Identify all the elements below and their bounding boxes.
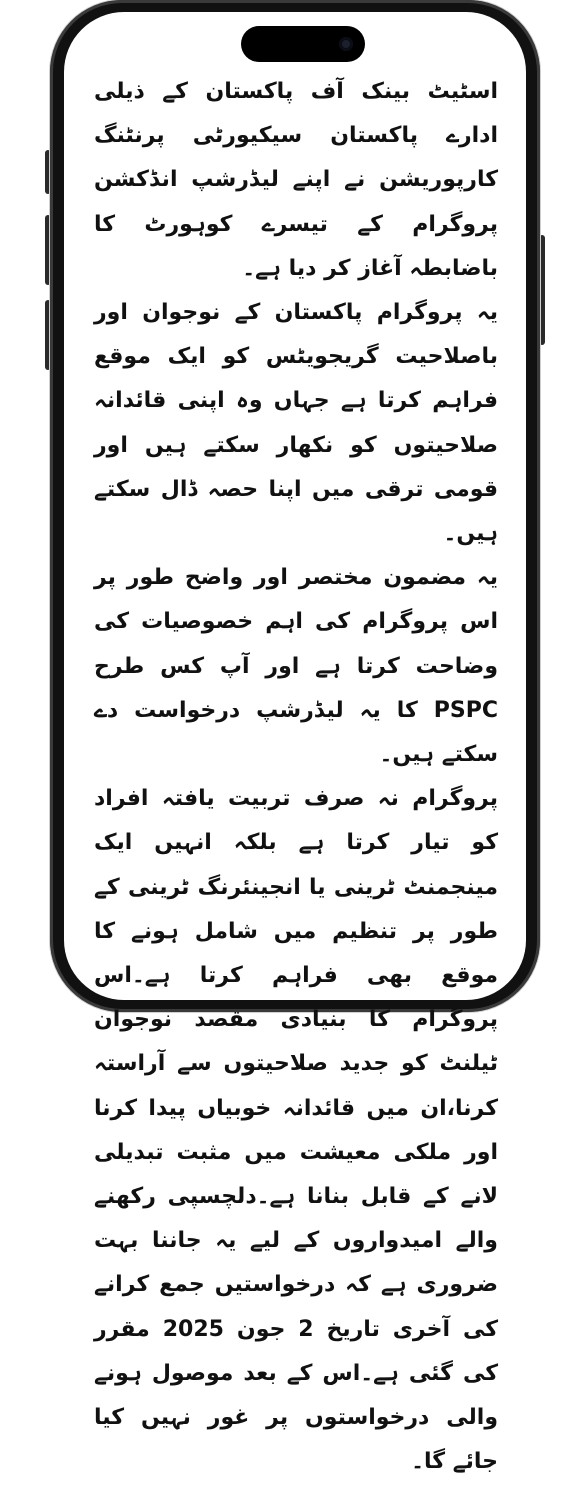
phone-screen[interactable]	[64, 12, 526, 1475]
dynamic-island	[241, 26, 365, 62]
article-body	[94, 70, 498, 1485]
article-paragraph-details: پروگرام نہ صرف تربیت یافتہ افراد کو تیار کرتا ہے بلکہ انہیں ایک مینجمنٹ ٹرینی یا انجینئرنگ ٹرینی کے طور پر تنظیم میں شامل ہونے کا موقع بھی فراہم کرتا ہے۔اس پروگرام کا بنیادی مقصد نوجوان ٹیلنٹ کو جدید صلاحیتوں سے آراستہ کرنا،ان میں قائدانہ خوبیاں پیدا کرنا اور ملکی معیشت میں مثبت تبدیلی لانے کے قابل بنانا ہے۔دلچسپی رکھنے والے امیدواروں کے لیے یہ جاننا بہت ضروری ہے کہ درخواستیں جمع کرانے کی آخری تاریخ 2 جون 2025 مقرر کی گئی ہے۔اس کے بعد موصول ہونے والی درخواستوں پر غور نہیں کیا جائے گا۔	[94, 786, 498, 1475]
article-paragraph-summary: یہ مضمون مختصر اور واضح طور پر اس پروگرام کی اہم خصوصیات کی وضاحت کرتا ہے اور آپ کس طرح PSPC کا یہ لیڈرشپ درخواست دے سکتے ہیں۔	[94, 565, 498, 768]
article-paragraph-purpose: یہ پروگرام پاکستان کے نوجوان اور باصلاحیت گریجویٹس کو ایک موقع فراہم کرتا ہے جہاں وہ اپنی قائدانہ صلاحیتوں کو نکھار سکتے ہیں اور قومی ترقی میں اپنا حصہ ڈال سکتے ہیں۔	[94, 300, 498, 547]
article-paragraph-intro: اسٹیٹ بینک آف پاکستان کے ذیلی ادارے پاکستان سیکیورٹی پرنٹنگ کارپوریشن نے اپنے لیڈرشپ انڈکشن پروگرام کے تیسرے کوہورٹ کا باضابطہ آغاز کر دیا ہے۔	[94, 79, 498, 281]
front-camera-icon	[339, 37, 353, 51]
